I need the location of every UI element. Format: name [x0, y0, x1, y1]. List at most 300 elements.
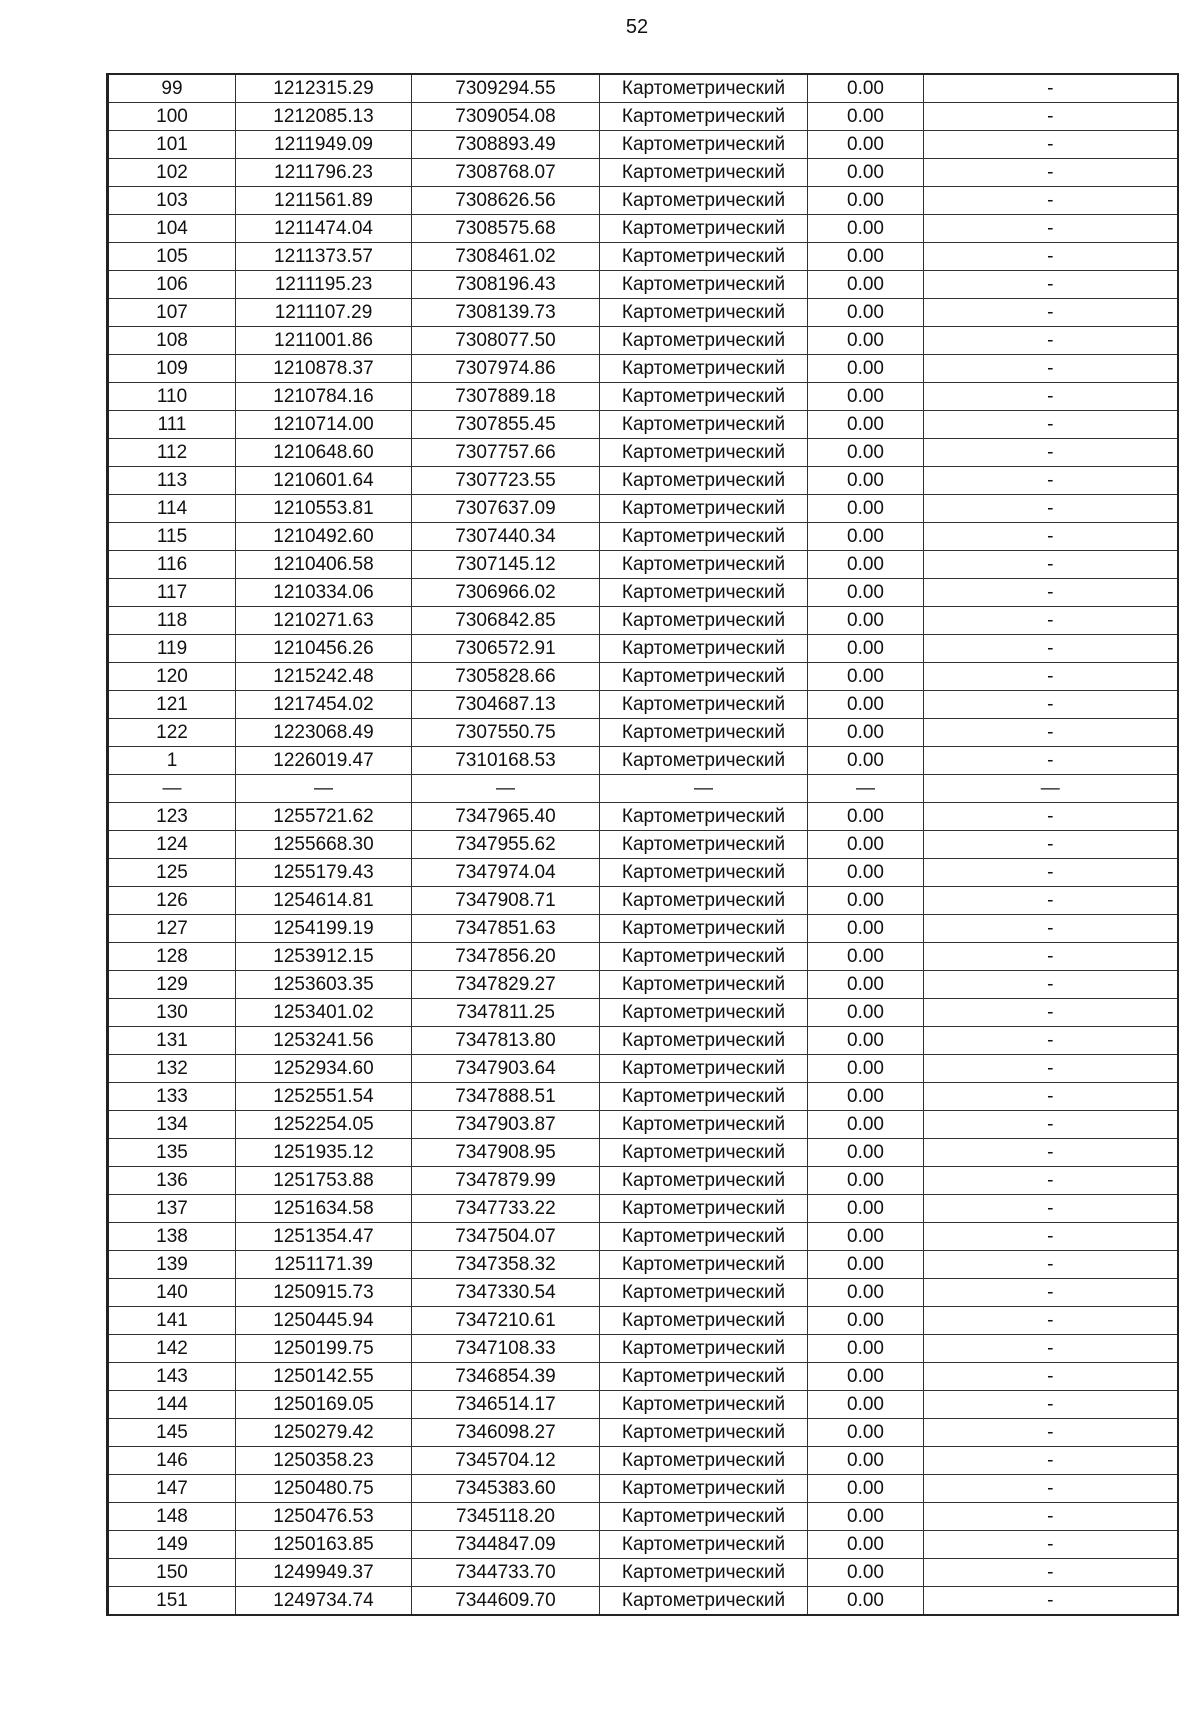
description-cell: -: [924, 551, 1178, 579]
x-coordinate-cell: 1210492.60: [236, 523, 412, 551]
method-cell: Картометрический: [600, 355, 808, 383]
precision-cell: 0.00: [808, 383, 924, 411]
y-coordinate-cell: 7345118.20: [412, 1503, 600, 1531]
x-coordinate-cell: —: [236, 775, 412, 803]
table-row: [108, 187, 1178, 215]
y-coordinate-cell: 7345383.60: [412, 1475, 600, 1503]
table-row: [108, 803, 1178, 831]
point-number-cell: 149: [108, 1531, 236, 1559]
table-row: [108, 1251, 1178, 1279]
point-number-cell: 121: [108, 691, 236, 719]
point-number-cell: 117: [108, 579, 236, 607]
method-cell: Картометрический: [600, 1447, 808, 1475]
point-number-cell: 144: [108, 1391, 236, 1419]
description-cell: -: [924, 271, 1178, 299]
y-coordinate-cell: 7347358.32: [412, 1251, 600, 1279]
x-coordinate-cell: 1210271.63: [236, 607, 412, 635]
x-coordinate-cell: 1250358.23: [236, 1447, 412, 1475]
x-coordinate-cell: 1211001.86: [236, 327, 412, 355]
description-cell: -: [924, 579, 1178, 607]
table-row: [108, 299, 1178, 327]
x-coordinate-cell: 1211949.09: [236, 131, 412, 159]
precision-cell: 0.00: [808, 327, 924, 355]
point-number-cell: 119: [108, 635, 236, 663]
y-coordinate-cell: 7308461.02: [412, 243, 600, 271]
x-coordinate-cell: 1215242.48: [236, 663, 412, 691]
description-cell: -: [924, 243, 1178, 271]
description-cell: -: [924, 1335, 1178, 1363]
x-coordinate-cell: 1210601.64: [236, 467, 412, 495]
x-coordinate-cell: 1254614.81: [236, 887, 412, 915]
table-row: [108, 1111, 1178, 1139]
y-coordinate-cell: 7306966.02: [412, 579, 600, 607]
method-cell: Картометрический: [600, 271, 808, 299]
precision-cell: 0.00: [808, 1195, 924, 1223]
y-coordinate-cell: 7347965.40: [412, 803, 600, 831]
method-cell: Картометрический: [600, 803, 808, 831]
description-cell: -: [924, 131, 1178, 159]
point-number-cell: 130: [108, 999, 236, 1027]
method-cell: Картометрический: [600, 1251, 808, 1279]
table-row: [108, 1419, 1178, 1447]
x-coordinate-cell: 1250169.05: [236, 1391, 412, 1419]
method-cell: Картометрический: [600, 1335, 808, 1363]
x-coordinate-cell: 1250279.42: [236, 1419, 412, 1447]
x-coordinate-cell: 1251753.88: [236, 1167, 412, 1195]
point-number-cell: —: [108, 775, 236, 803]
y-coordinate-cell: 7347108.33: [412, 1335, 600, 1363]
description-cell: -: [924, 103, 1178, 131]
description-cell: -: [924, 831, 1178, 859]
y-coordinate-cell: 7305828.66: [412, 663, 600, 691]
point-number-cell: 140: [108, 1279, 236, 1307]
x-coordinate-cell: 1210334.06: [236, 579, 412, 607]
precision-cell: 0.00: [808, 355, 924, 383]
precision-cell: 0.00: [808, 915, 924, 943]
precision-cell: 0.00: [808, 1111, 924, 1139]
method-cell: Картометрический: [600, 1195, 808, 1223]
x-coordinate-cell: 1255179.43: [236, 859, 412, 887]
y-coordinate-cell: 7346514.17: [412, 1391, 600, 1419]
description-cell: -: [924, 1279, 1178, 1307]
method-cell: —: [600, 775, 808, 803]
method-cell: Картометрический: [600, 887, 808, 915]
description-cell: -: [924, 663, 1178, 691]
point-number-cell: 103: [108, 187, 236, 215]
description-cell: -: [924, 1587, 1178, 1616]
x-coordinate-cell: 1217454.02: [236, 691, 412, 719]
description-cell: -: [924, 1083, 1178, 1111]
precision-cell: 0.00: [808, 1419, 924, 1447]
method-cell: Картометрический: [600, 1055, 808, 1083]
precision-cell: 0.00: [808, 1139, 924, 1167]
y-coordinate-cell: 7308077.50: [412, 327, 600, 355]
y-coordinate-cell: —: [412, 775, 600, 803]
y-coordinate-cell: 7347829.27: [412, 971, 600, 999]
y-coordinate-cell: 7347955.62: [412, 831, 600, 859]
y-coordinate-cell: 7309054.08: [412, 103, 600, 131]
y-coordinate-cell: 7344733.70: [412, 1559, 600, 1587]
table-row: [108, 971, 1178, 999]
point-number-cell: 101: [108, 131, 236, 159]
method-cell: Картометрический: [600, 607, 808, 635]
point-number-cell: 112: [108, 439, 236, 467]
precision-cell: 0.00: [808, 187, 924, 215]
table-row: [108, 103, 1178, 131]
precision-cell: 0.00: [808, 159, 924, 187]
table-row: [108, 1027, 1178, 1055]
x-coordinate-cell: 1251634.58: [236, 1195, 412, 1223]
x-coordinate-cell: 1250199.75: [236, 1335, 412, 1363]
table-row: [108, 831, 1178, 859]
y-coordinate-cell: 7347879.99: [412, 1167, 600, 1195]
point-number-cell: 110: [108, 383, 236, 411]
description-cell: -: [924, 999, 1178, 1027]
precision-cell: 0.00: [808, 887, 924, 915]
description-cell: -: [924, 467, 1178, 495]
point-number-cell: 142: [108, 1335, 236, 1363]
y-coordinate-cell: 7308768.07: [412, 159, 600, 187]
precision-cell: 0.00: [808, 663, 924, 691]
point-number-cell: 127: [108, 915, 236, 943]
y-coordinate-cell: 7347903.64: [412, 1055, 600, 1083]
point-number-cell: 122: [108, 719, 236, 747]
method-cell: Картометрический: [600, 1531, 808, 1559]
method-cell: Картометрический: [600, 719, 808, 747]
description-cell: -: [924, 1111, 1178, 1139]
table-row: [108, 1559, 1178, 1587]
method-cell: Картометрический: [600, 74, 808, 103]
precision-cell: 0.00: [808, 691, 924, 719]
description-cell: -: [924, 1167, 1178, 1195]
coordinates-table-body: [108, 74, 1178, 1615]
precision-cell: 0.00: [808, 74, 924, 103]
precision-cell: 0.00: [808, 1363, 924, 1391]
description-cell: -: [924, 719, 1178, 747]
precision-cell: 0.00: [808, 299, 924, 327]
point-number-cell: 145: [108, 1419, 236, 1447]
x-coordinate-cell: 1210648.60: [236, 439, 412, 467]
method-cell: Картометрический: [600, 159, 808, 187]
point-number-cell: 118: [108, 607, 236, 635]
point-number-cell: 113: [108, 467, 236, 495]
x-coordinate-cell: 1253603.35: [236, 971, 412, 999]
point-number-cell: 133: [108, 1083, 236, 1111]
description-cell: -: [924, 887, 1178, 915]
x-coordinate-cell: 1250142.55: [236, 1363, 412, 1391]
precision-cell: 0.00: [808, 215, 924, 243]
point-number-cell: 1: [108, 747, 236, 775]
table-row: [108, 1391, 1178, 1419]
point-number-cell: 136: [108, 1167, 236, 1195]
table-row: [108, 1447, 1178, 1475]
precision-cell: 0.00: [808, 411, 924, 439]
method-cell: Картометрический: [600, 1083, 808, 1111]
x-coordinate-cell: 1210714.00: [236, 411, 412, 439]
description-cell: -: [924, 1251, 1178, 1279]
x-coordinate-cell: 1226019.47: [236, 747, 412, 775]
precision-cell: 0.00: [808, 943, 924, 971]
x-coordinate-cell: 1210553.81: [236, 495, 412, 523]
y-coordinate-cell: 7308893.49: [412, 131, 600, 159]
x-coordinate-cell: 1250163.85: [236, 1531, 412, 1559]
x-coordinate-cell: 1252551.54: [236, 1083, 412, 1111]
method-cell: Картометрический: [600, 299, 808, 327]
point-number-cell: 137: [108, 1195, 236, 1223]
method-cell: Картометрический: [600, 1559, 808, 1587]
method-cell: Картометрический: [600, 523, 808, 551]
point-number-cell: 108: [108, 327, 236, 355]
x-coordinate-cell: 1253401.02: [236, 999, 412, 1027]
x-coordinate-cell: 1254199.19: [236, 915, 412, 943]
table-row: [108, 1475, 1178, 1503]
x-coordinate-cell: 1253241.56: [236, 1027, 412, 1055]
y-coordinate-cell: 7304687.13: [412, 691, 600, 719]
precision-cell: 0.00: [808, 1083, 924, 1111]
table-row: [108, 691, 1178, 719]
point-number-cell: 134: [108, 1111, 236, 1139]
method-cell: Картометрический: [600, 383, 808, 411]
description-cell: -: [924, 215, 1178, 243]
precision-cell: 0.00: [808, 1559, 924, 1587]
x-coordinate-cell: 1252934.60: [236, 1055, 412, 1083]
y-coordinate-cell: 7347733.22: [412, 1195, 600, 1223]
point-number-cell: 116: [108, 551, 236, 579]
precision-cell: 0.00: [808, 1279, 924, 1307]
x-coordinate-cell: 1255721.62: [236, 803, 412, 831]
description-cell: -: [924, 355, 1178, 383]
x-coordinate-cell: 1251354.47: [236, 1223, 412, 1251]
table-row: [108, 271, 1178, 299]
method-cell: Картометрический: [600, 1503, 808, 1531]
y-coordinate-cell: 7347851.63: [412, 915, 600, 943]
point-number-cell: 124: [108, 831, 236, 859]
description-cell: -: [924, 1195, 1178, 1223]
point-number-cell: 148: [108, 1503, 236, 1531]
precision-cell: 0.00: [808, 1391, 924, 1419]
y-coordinate-cell: 7347888.51: [412, 1083, 600, 1111]
table-row: [108, 859, 1178, 887]
table-row: [108, 1167, 1178, 1195]
y-coordinate-cell: 7307889.18: [412, 383, 600, 411]
x-coordinate-cell: 1211474.04: [236, 215, 412, 243]
precision-cell: 0.00: [808, 635, 924, 663]
table-row: [108, 1587, 1178, 1616]
method-cell: Картометрический: [600, 971, 808, 999]
precision-cell: 0.00: [808, 1503, 924, 1531]
x-coordinate-cell: 1253912.15: [236, 943, 412, 971]
x-coordinate-cell: 1210784.16: [236, 383, 412, 411]
x-coordinate-cell: 1250445.94: [236, 1307, 412, 1335]
point-number-cell: 106: [108, 271, 236, 299]
description-cell: -: [924, 1503, 1178, 1531]
point-number-cell: 147: [108, 1475, 236, 1503]
precision-cell: 0.00: [808, 271, 924, 299]
x-coordinate-cell: 1252254.05: [236, 1111, 412, 1139]
precision-cell: 0.00: [808, 243, 924, 271]
precision-cell: 0.00: [808, 467, 924, 495]
x-coordinate-cell: 1210406.58: [236, 551, 412, 579]
point-number-cell: 123: [108, 803, 236, 831]
y-coordinate-cell: 7345704.12: [412, 1447, 600, 1475]
method-cell: Картометрический: [600, 999, 808, 1027]
table-row: [108, 551, 1178, 579]
y-coordinate-cell: 7347903.87: [412, 1111, 600, 1139]
precision-cell: —: [808, 775, 924, 803]
y-coordinate-cell: 7308626.56: [412, 187, 600, 215]
precision-cell: 0.00: [808, 1251, 924, 1279]
table-row: [108, 467, 1178, 495]
method-cell: Картометрический: [600, 1167, 808, 1195]
method-cell: Картометрический: [600, 1419, 808, 1447]
table-row: [108, 1531, 1178, 1559]
table-row: [108, 1195, 1178, 1223]
description-cell: -: [924, 1531, 1178, 1559]
table-row: [108, 355, 1178, 383]
y-coordinate-cell: 7347330.54: [412, 1279, 600, 1307]
precision-cell: 0.00: [808, 1587, 924, 1616]
point-number-cell: 132: [108, 1055, 236, 1083]
table-row: [108, 607, 1178, 635]
precision-cell: 0.00: [808, 1531, 924, 1559]
point-number-cell: 105: [108, 243, 236, 271]
point-number-cell: 138: [108, 1223, 236, 1251]
table-row: [108, 943, 1178, 971]
point-number-cell: 125: [108, 859, 236, 887]
table-row: [108, 635, 1178, 663]
table-row: [108, 887, 1178, 915]
point-number-cell: 120: [108, 663, 236, 691]
point-number-cell: 114: [108, 495, 236, 523]
method-cell: Картометрический: [600, 1279, 808, 1307]
y-coordinate-cell: 7308196.43: [412, 271, 600, 299]
point-number-cell: 151: [108, 1587, 236, 1616]
description-cell: -: [924, 383, 1178, 411]
y-coordinate-cell: 7347974.04: [412, 859, 600, 887]
x-coordinate-cell: 1223068.49: [236, 719, 412, 747]
method-cell: Картометрический: [600, 1363, 808, 1391]
precision-cell: 0.00: [808, 1447, 924, 1475]
table-row: [108, 215, 1178, 243]
y-coordinate-cell: 7307855.45: [412, 411, 600, 439]
description-cell: -: [924, 411, 1178, 439]
precision-cell: 0.00: [808, 1027, 924, 1055]
method-cell: Картометрический: [600, 131, 808, 159]
y-coordinate-cell: 7344609.70: [412, 1587, 600, 1616]
precision-cell: 0.00: [808, 1307, 924, 1335]
precision-cell: 0.00: [808, 1167, 924, 1195]
method-cell: Картометрический: [600, 187, 808, 215]
y-coordinate-cell: 7308139.73: [412, 299, 600, 327]
table-row: [108, 1139, 1178, 1167]
table-row: [108, 383, 1178, 411]
table-row: [108, 1083, 1178, 1111]
y-coordinate-cell: 7307440.34: [412, 523, 600, 551]
y-coordinate-cell: 7306572.91: [412, 635, 600, 663]
description-cell: -: [924, 1363, 1178, 1391]
y-coordinate-cell: 7307974.86: [412, 355, 600, 383]
precision-cell: 0.00: [808, 719, 924, 747]
description-cell: -: [924, 327, 1178, 355]
point-number-cell: 131: [108, 1027, 236, 1055]
description-cell: -: [924, 439, 1178, 467]
description-cell: -: [924, 523, 1178, 551]
y-coordinate-cell: 7307757.66: [412, 439, 600, 467]
precision-cell: 0.00: [808, 1223, 924, 1251]
description-cell: -: [924, 1475, 1178, 1503]
method-cell: Картометрический: [600, 691, 808, 719]
point-number-cell: 135: [108, 1139, 236, 1167]
table-row: [108, 915, 1178, 943]
method-cell: Картометрический: [600, 1139, 808, 1167]
table-row: [108, 747, 1178, 775]
method-cell: Картометрический: [600, 859, 808, 887]
description-cell: -: [924, 495, 1178, 523]
method-cell: Картометрический: [600, 1475, 808, 1503]
precision-cell: 0.00: [808, 831, 924, 859]
y-coordinate-cell: 7347908.71: [412, 887, 600, 915]
description-cell: -: [924, 803, 1178, 831]
method-cell: Картометрический: [600, 495, 808, 523]
table-row: [108, 439, 1178, 467]
x-coordinate-cell: 1212315.29: [236, 74, 412, 103]
x-coordinate-cell: 1250476.53: [236, 1503, 412, 1531]
point-number-cell: 139: [108, 1251, 236, 1279]
point-number-cell: 126: [108, 887, 236, 915]
method-cell: Картометрический: [600, 215, 808, 243]
y-coordinate-cell: 7347210.61: [412, 1307, 600, 1335]
method-cell: Картометрический: [600, 103, 808, 131]
y-coordinate-cell: 7347504.07: [412, 1223, 600, 1251]
y-coordinate-cell: 7346098.27: [412, 1419, 600, 1447]
table-row: [108, 1223, 1178, 1251]
method-cell: Картометрический: [600, 747, 808, 775]
x-coordinate-cell: 1212085.13: [236, 103, 412, 131]
method-cell: Картометрический: [600, 1307, 808, 1335]
description-cell: -: [924, 1559, 1178, 1587]
y-coordinate-cell: 7344847.09: [412, 1531, 600, 1559]
table-row: [108, 131, 1178, 159]
precision-cell: 0.00: [808, 859, 924, 887]
method-cell: Картометрический: [600, 663, 808, 691]
description-cell: -: [924, 943, 1178, 971]
x-coordinate-cell: 1250915.73: [236, 1279, 412, 1307]
table-row: [108, 1363, 1178, 1391]
y-coordinate-cell: 7307145.12: [412, 551, 600, 579]
precision-cell: 0.00: [808, 131, 924, 159]
table-row: [108, 523, 1178, 551]
x-coordinate-cell: 1211107.29: [236, 299, 412, 327]
method-cell: Картометрический: [600, 1391, 808, 1419]
description-cell: -: [924, 915, 1178, 943]
method-cell: Картометрический: [600, 551, 808, 579]
method-cell: Картометрический: [600, 943, 808, 971]
description-cell: -: [924, 635, 1178, 663]
method-cell: Картометрический: [600, 1111, 808, 1139]
point-number-cell: 107: [108, 299, 236, 327]
precision-cell: 0.00: [808, 747, 924, 775]
table-row: [108, 663, 1178, 691]
table-row: [108, 327, 1178, 355]
x-coordinate-cell: 1211796.23: [236, 159, 412, 187]
point-number-cell: 109: [108, 355, 236, 383]
precision-cell: 0.00: [808, 1335, 924, 1363]
table-row: [108, 243, 1178, 271]
method-cell: Картометрический: [600, 1587, 808, 1616]
table-row: [108, 411, 1178, 439]
x-coordinate-cell: 1211373.57: [236, 243, 412, 271]
x-coordinate-cell: 1251171.39: [236, 1251, 412, 1279]
